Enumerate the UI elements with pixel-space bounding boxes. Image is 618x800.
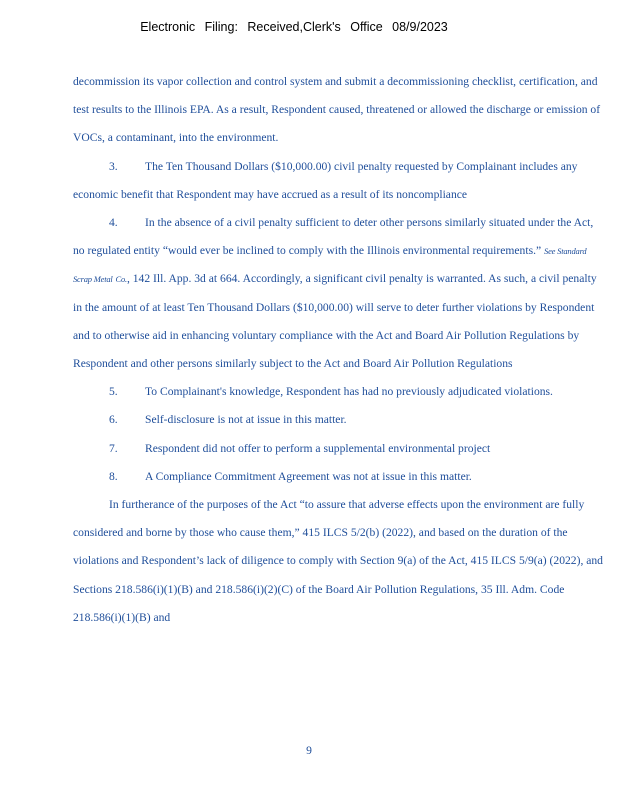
page-number: 9 xyxy=(306,744,312,757)
document-body xyxy=(73,68,607,632)
item-text: Self-disclosure is not at issue in this matter. xyxy=(145,413,347,427)
item-number: 6. xyxy=(109,413,118,427)
item-text: In the absence of a civil penalty sufficient to deter other persons similarly situated under the Act, no regulated entity “would ever be inclined to comply with the Illinois environmental requirements.” xyxy=(73,216,594,258)
numbered-item-3 xyxy=(73,153,607,209)
item-number: 7. xyxy=(109,441,118,455)
numbered-item-7 xyxy=(73,435,607,463)
paragraph-continuation: decommission its vapor collection and control system and submit a decommissioning checklist, certification, and test results to the Illinois EPA. As a result, Respondent caused, threatened or allowed the discharge or emission of VOCs, a contaminant, into the environment. xyxy=(73,75,601,145)
numbered-item-4 xyxy=(73,209,607,378)
numbered-item-5 xyxy=(73,378,607,406)
item-text: To Complainant's knowledge, Respondent has had no previously adjudicated violations. xyxy=(145,385,553,399)
item-text: A Compliance Commitment Agreement was not at issue in this matter. xyxy=(145,469,472,483)
item-text-continued: , 142 Ill. App. 3d at 664. Accordingly, a significant civil penalty is warranted. As such, a civil penalty in the amount of at least Ten Thousand Dollars ($10,000.00) will serve to deter further violations by Respondent and to otherwise aid in enhancing voluntary compliance with the Act and Board Air Pollution Regulations by Respondent and other persons similarly subject to the Act and Board Air Pollution Regulations xyxy=(73,272,597,371)
item-number: 8. xyxy=(109,469,118,483)
item-number: 5. xyxy=(109,385,118,399)
numbered-item-8 xyxy=(73,463,607,491)
item-number: 3. xyxy=(109,159,118,173)
item-text: The Ten Thousand Dollars ($10,000.00) civil penalty requested by Complainant includes any economic benefit that Respondent may have accrued as a result of its noncompliance xyxy=(73,159,578,201)
filing-header: Electronic Filing: Received,Clerk's Office 08/9/2023 xyxy=(140,20,448,34)
case-citation: See Standard Scrap Metal xyxy=(73,246,587,285)
case-citation-suffix: Co. xyxy=(115,274,127,285)
item-number: 4. xyxy=(109,216,118,230)
item-text: Respondent did not offer to perform a supplemental environmental project xyxy=(145,441,491,455)
numbered-item-6 xyxy=(73,406,607,434)
paragraph-furtherance: In furtherance of the purposes of the Act “to assure that adverse effects upon the environment are fully considered and borne by those who cause them,” 415 ILCS 5/2(b) (2022), and based on the duration of the violations and Respondent’s lack of diligence to comply with Section 9(a) of the Act, 415 ILCS 5/9(a) (2022), and Sections 218.586(i)(1)(B) and 218.586(i)(2)(C) of the Board Air Pollution Regulations, 35 Ill. Adm. Code 218.586(i)(1)(B) and xyxy=(73,498,603,624)
